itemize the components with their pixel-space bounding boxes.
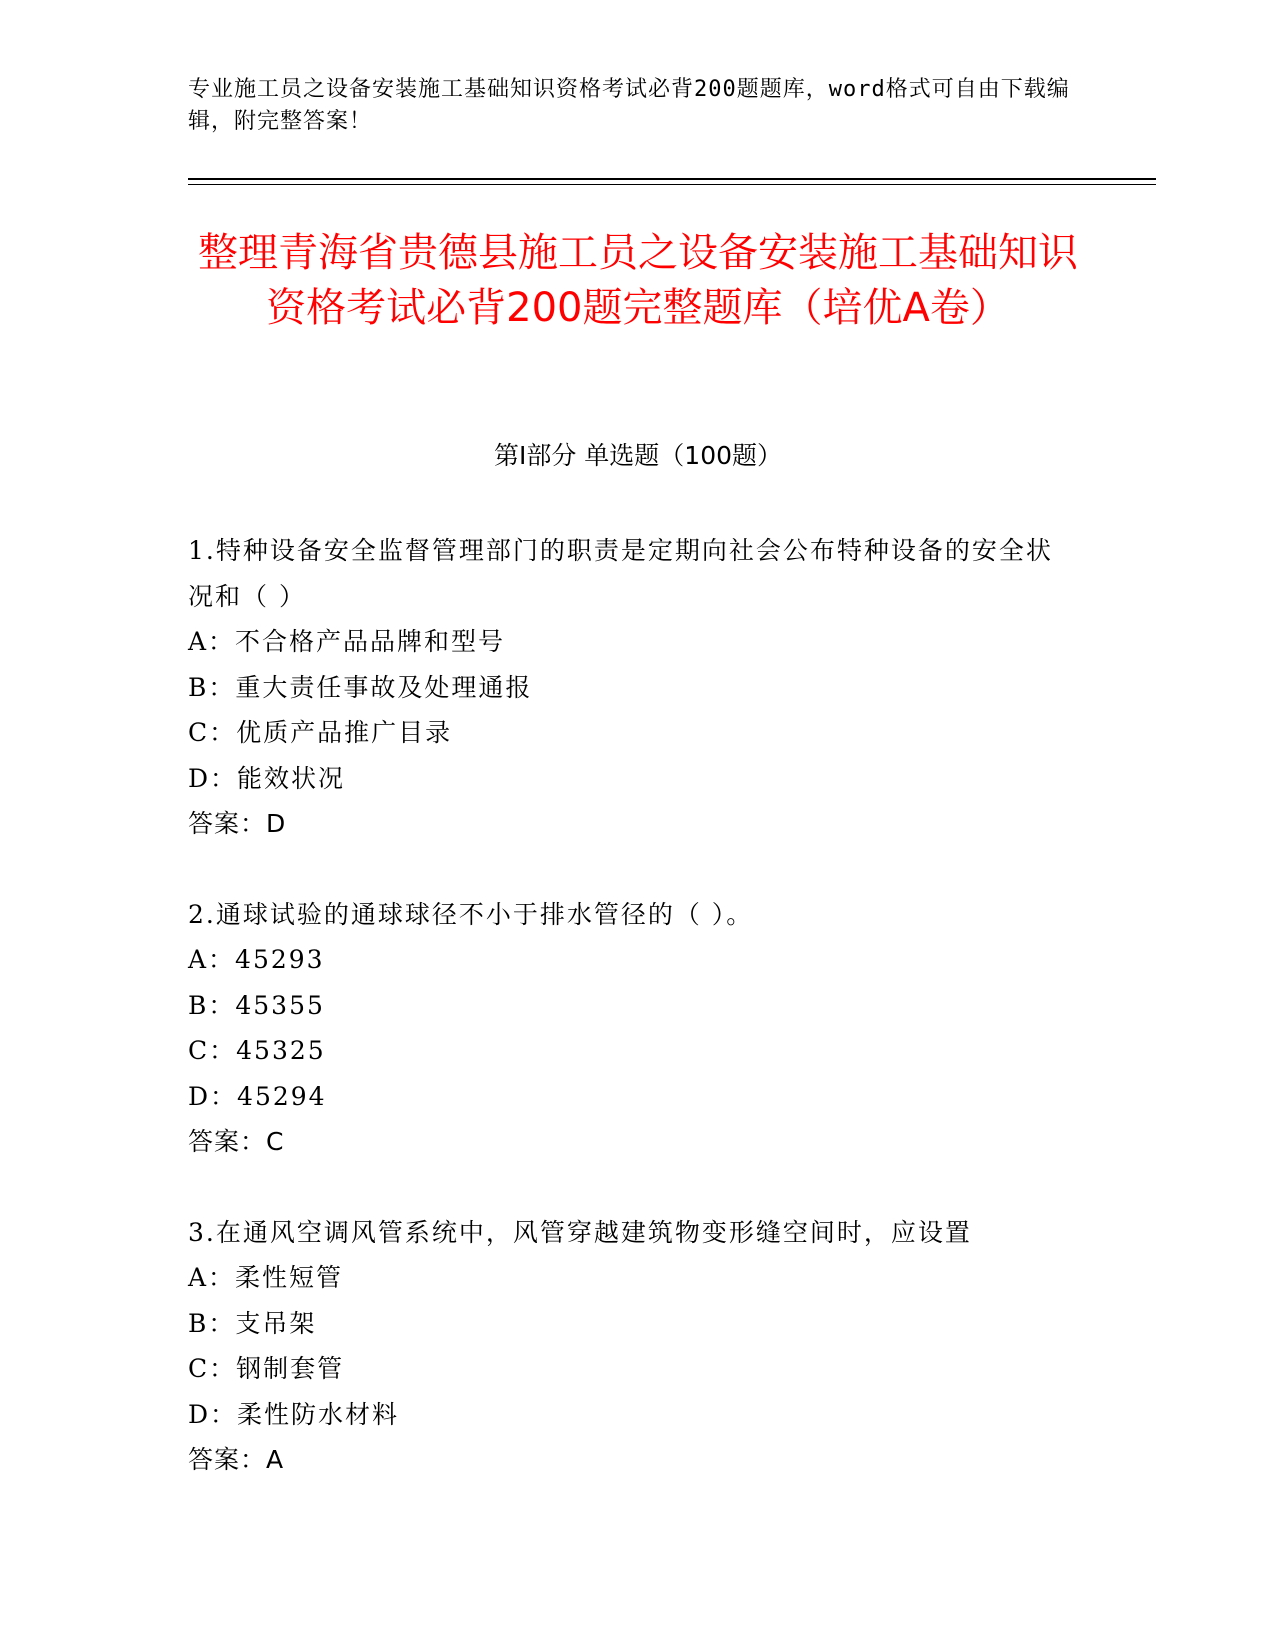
option-b: B：重大责任事故及处理通报 [188, 672, 533, 702]
header-note: 专业施工员之设备安装施工基础知识资格考试必背200题题库，word格式可自由下载编辑，附完整答案！ [188, 77, 1070, 134]
option-d: D：能效状况 [188, 763, 346, 793]
option-c: C：优质产品推广目录 [188, 718, 453, 747]
question-stem: 2.通球试验的通球球径不小于排水管径的（ ）。 [188, 899, 754, 929]
question-2 [188, 892, 1088, 1165]
answer: 答案：D [188, 809, 287, 838]
option-d: D：柔性防水材料 [188, 1399, 400, 1429]
option-a: A：45293 [188, 945, 325, 974]
option-a: A：柔性短管 [188, 1263, 344, 1292]
option-c: C：钢制套管 [188, 1354, 345, 1383]
option-b: B：45355 [188, 990, 325, 1020]
question-1 [188, 528, 1088, 847]
question-stem: 1.特种设备安全监督管理部门的职责是定期向社会公布特种设备的安全状况和（ ） [188, 536, 1053, 611]
section-heading: 第Ⅰ部分 单选题（100题） [493, 441, 783, 470]
option-d: D：45294 [188, 1081, 327, 1111]
header-divider-thin [188, 184, 1156, 185]
header-divider-thick [188, 178, 1156, 180]
option-b: B：支吊架 [188, 1308, 317, 1338]
answer: 答案：A [188, 1445, 285, 1474]
question-list [188, 528, 1088, 1528]
question-3 [188, 1210, 1088, 1483]
answer: 答案：C [188, 1127, 285, 1156]
document-title: 整理青海省贵德县施工员之设备安装施工基础知识资格考试必背200题完整题库（培优A卷） [198, 230, 1078, 331]
question-stem: 3.在通风空调风管系统中，风管穿越建筑物变形缝空间时，应设置 [188, 1217, 972, 1247]
option-c: C：45325 [188, 1036, 326, 1065]
option-a: A：不合格产品品牌和型号 [188, 627, 506, 656]
